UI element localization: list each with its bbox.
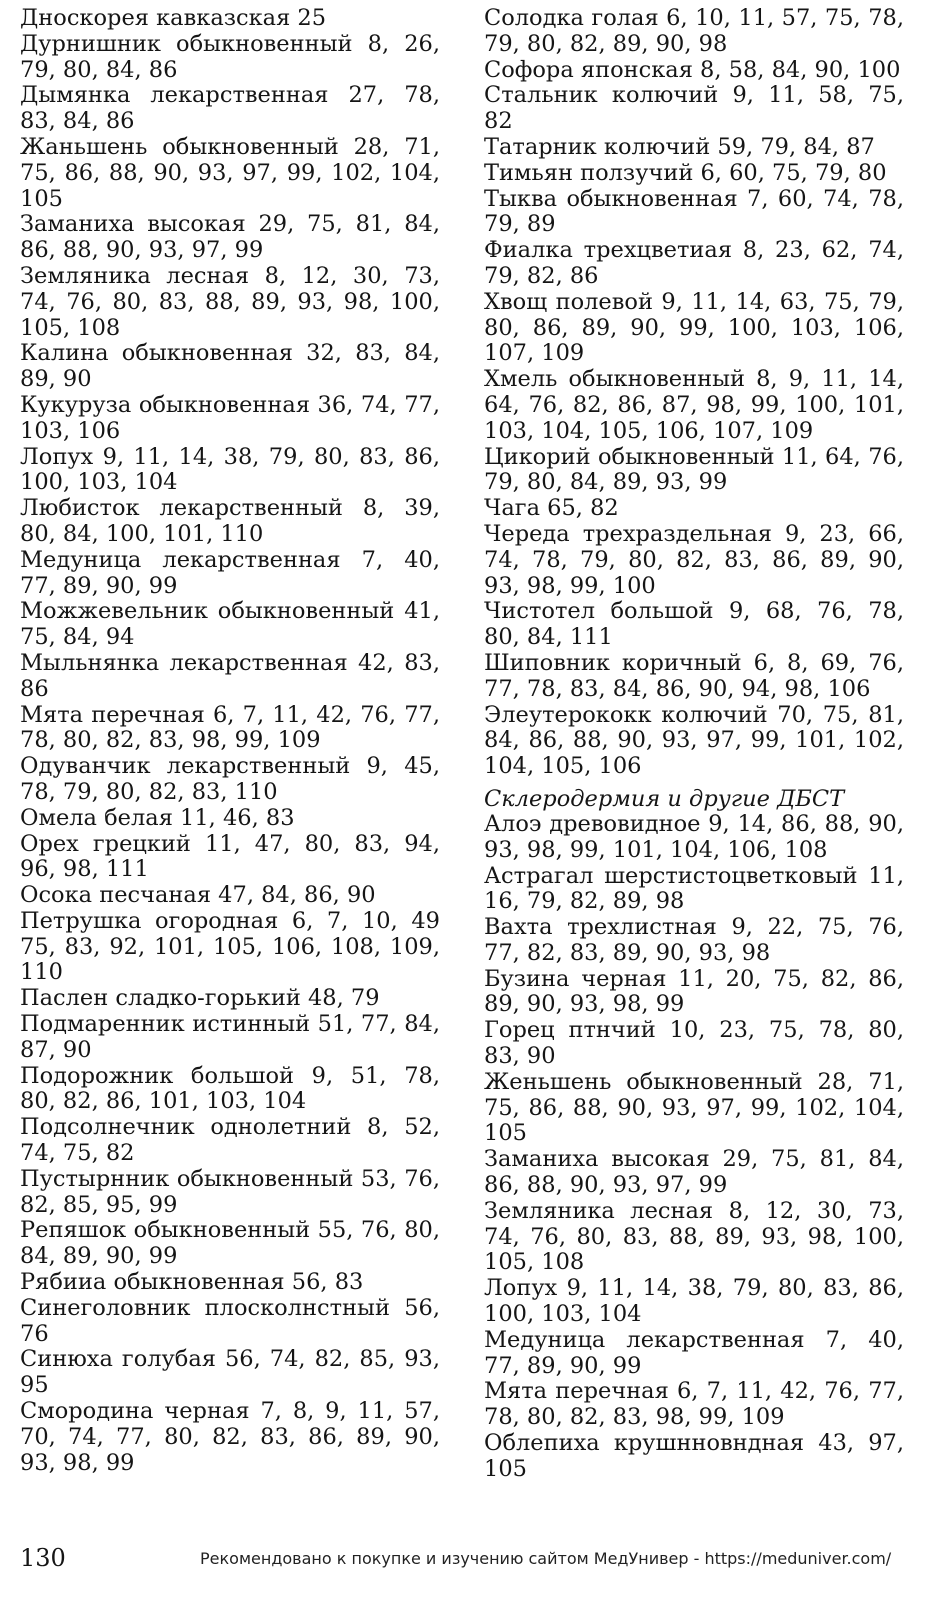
index-entry: Калина обыкновенная 32, 83, 84, 89, 90 — [20, 340, 440, 393]
index-entry: Подсолнечник однолетний 8, 52, 74, 75, 82 — [20, 1114, 440, 1167]
index-entry: Паслен сладко-горький 48, 79 — [20, 985, 380, 1012]
index-entry: Рябииа обыкновенная 56, 83 — [20, 1269, 364, 1296]
section-title: Склеродермия и другие ДБСТ — [484, 785, 845, 812]
index-entry: Репяшок обыкновенный 55, 76, 80, 84, 89, 90, 99 — [20, 1217, 440, 1270]
index-entry: Дымянка лекарственная 27, 78, 83, 84, 86 — [20, 82, 440, 135]
index-entry: Можжевельник обыкновенный 41, 75, 84, 94 — [20, 598, 440, 651]
index-entry: Осока песчаная 47, 84, 86, 90 — [20, 882, 376, 909]
index-entry: Лопух 9, 11, 14, 38, 79, 80, 83, 86, 100, 103, 104 — [484, 1275, 904, 1328]
index-entry: Омела белая 11, 46, 83 — [20, 804, 295, 831]
index-entry: Дноскорея кавказская 25 — [20, 5, 327, 31]
index-entry: Лопух 9, 11, 14, 38, 79, 80, 83, 86, 100, 103, 104 — [20, 443, 440, 496]
index-entry: Кукуруза обыкновенная 36, 74, 77, 103, 106 — [20, 391, 440, 444]
index-entry: Татарник колючий 59, 79, 84, 87 — [484, 133, 875, 160]
index-entry: Любисток лекарственный 8, 39, 80, 84, 100, 101, 110 — [20, 495, 440, 547]
index-entries-right — [484, 6, 904, 780]
index-entry: Подмаренник истинный 51, 77, 84, 87, 90 — [20, 1011, 440, 1063]
index-entry: Медуница лекарственная 7, 40, 77, 89, 90, 99 — [20, 546, 440, 599]
index-entry: Астрагал шерстистоцветковый 11, 16, 79, 82, 89, 98 — [484, 862, 904, 915]
index-entry: Синеголовник плосколнстный 56, 76 — [20, 1294, 440, 1347]
index-entry: Алоэ древовидное 9, 14, 86, 88, 90, 93, 98, 99, 101, 104, 106, 108 — [484, 810, 904, 863]
index-entry: Чистотел большой 9, 68, 76, 78, 80, 84, 111 — [484, 598, 904, 651]
index-entry: Земляника лесная 8, 12, 30, 73, 74, 76, 80, 83, 88, 89, 93, 98, 100, 105, 108 — [20, 262, 440, 341]
index-entry: Тыква обыкновенная 7, 60, 74, 78, 79, 89 — [484, 185, 904, 238]
index-entry: Дурнишник обыкновенный 8, 26, 79, 80, 84, 86 — [20, 30, 440, 83]
index-entry: Орех грецкий 11, 47, 80, 83, 94, 96, 98, 111 — [20, 830, 440, 883]
index-column-left — [20, 6, 440, 1476]
index-entry: Бузина черная 11, 20, 75, 82, 86, 89, 90, 93, 98, 99 — [484, 965, 904, 1018]
index-entry: Горец птнчий 10, 23, 75, 78, 80, 83, 90 — [484, 1017, 904, 1070]
index-entry: Заманиха высокая 29, 75, 81, 84, 86, 88, 90, 93, 97, 99 — [484, 1146, 904, 1199]
index-entry: Софора японская 8, 58, 84, 90, 100 — [484, 56, 901, 83]
index-entry: Одуванчик лекарственный 9, 45, 78, 79, 80, 82, 83, 110 — [20, 753, 440, 805]
index-entry: Шиповник коричный 6, 8, 69, 76, 77, 78, 83, 84, 86, 90, 94, 98, 106 — [484, 649, 904, 702]
index-entry: Подорожник большой 9, 51, 78, 80, 82, 86, 101, 103, 104 — [20, 1062, 440, 1115]
index-entry: Мята перечная 6, 7, 11, 42, 76, 77, 78, 80, 82, 83, 98, 99, 109 — [20, 701, 440, 754]
index-entry: Элеутерококк колючий 70, 75, 81, 84, 86, 88, 90, 93, 97, 99, 101, 102, 104, 105, 106 — [484, 701, 904, 780]
index-entry: Смородина черная 7, 8, 9, 11, 57, 70, 74, 77, 80, 82, 83, 86, 89, 90, 93, 98, 99 — [20, 1398, 440, 1476]
index-column-right — [484, 6, 904, 1483]
index-entry: Фиалка трехцветиая 8, 23, 62, 74, 79, 82, 86 — [484, 237, 904, 289]
index-entry: Стальник колючий 9, 11, 58, 75, 82 — [484, 82, 904, 135]
index-entry: Облепиха крушнновндная 43, 97, 105 — [484, 1430, 904, 1482]
index-entry: Мыльнянка лекарственная 42, 83, 86 — [20, 649, 440, 702]
index-entry: Хвощ полевой 9, 11, 14, 63, 75, 79, 80, 86, 89, 90, 99, 100, 103, 106, 107, 109 — [484, 288, 904, 367]
index-entry: Мята перечная 6, 7, 11, 42, 76, 77, 78, 80, 82, 83, 98, 99, 109 — [484, 1378, 904, 1431]
index-entry: Череда трехраздельная 9, 23, 66, 74, 78, 79, 80, 82, 83, 86, 89, 90, 93, 98, 99, 100 — [484, 520, 904, 599]
index-entry: Земляника лесная 8, 12, 30, 73, 74, 76, 80, 83, 88, 89, 93, 98, 100, 105, 108 — [484, 1197, 904, 1276]
index-entry: Хмель обыкновенный 8, 9, 11, 14, 64, 76, 82, 86, 87, 98, 99, 100, 101, 103, 104, 105, 106, 107, 109 — [484, 366, 904, 444]
index-entry: Жаньшень обыкновенный 28, 71, 75, 86, 88, 90, 93, 97, 99, 102, 104, 105 — [20, 133, 440, 212]
index-entry: Пустырнник обыкновенный 53, 76, 82, 85, 95, 99 — [20, 1165, 440, 1218]
index-entry: Петрушка огородная 6, 7, 10, 49 75, 83, 92, 101, 105, 106, 108, 109, 110 — [20, 907, 440, 986]
index-entry: Синюха голубая 56, 74, 82, 85, 93, 95 — [20, 1346, 440, 1399]
index-entry: Заманиха высокая 29, 75, 81, 84, 86, 88, 90, 93, 97, 99 — [20, 211, 440, 264]
index-entry: Женьшень обыкновенный 28, 71, 75, 86, 88, 90, 93, 97, 99, 102, 104, 105 — [484, 1068, 904, 1147]
index-entry: Медуница лекарственная 7, 40, 77, 89, 90, 99 — [484, 1326, 904, 1379]
index-entry: Чага 65, 82 — [484, 495, 619, 522]
page-number: 130 — [20, 1544, 66, 1572]
index-entry: Цикорий обыкновенный 11, 64, 76, 79, 80, 84, 89, 93, 99 — [484, 443, 904, 496]
index-entry: Тимьян ползучий 6, 60, 75, 79, 80 — [484, 159, 887, 186]
footer-text: Рекомендовано к покупке и изучению сайтом МедУнивер - https://meduniver.com/ — [200, 1549, 892, 1568]
index-entry: Вахта трехлистная 9, 22, 75, 76, 77, 82, 83, 89, 90, 93, 98 — [484, 914, 904, 966]
section-entries — [484, 812, 904, 1483]
index-entry: Солодка голая 6, 10, 11, 57, 75, 78, 79, 80, 82, 89, 90, 98 — [484, 5, 904, 57]
